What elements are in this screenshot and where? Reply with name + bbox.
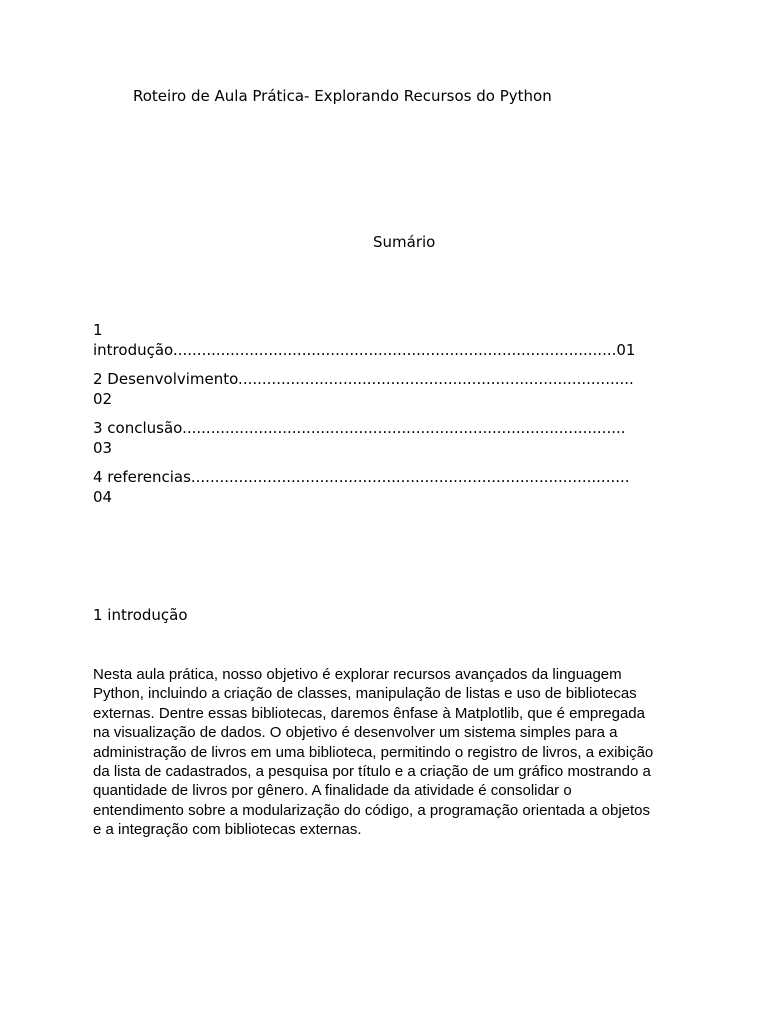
toc-entry-4-page: 04 bbox=[93, 488, 113, 506]
paragraph-line: externas. Dentre essas bibliotecas, daremos ênfase à Matplotlib, que é empregada bbox=[93, 704, 645, 722]
toc-entry-3-label: 3 conclusão............................................................................................. bbox=[93, 419, 626, 437]
paragraph-line: na visualização de dados. O objetivo é desenvolver um sistema simples para a bbox=[93, 724, 618, 742]
toc-entry-4-label: 4 referencias............................................................................................ bbox=[93, 468, 630, 486]
toc-entry-1-number: 1 bbox=[93, 321, 103, 339]
paragraph-line: da lista de cadastrados, a pesquisa por título e a criação de um gráfico mostrando a bbox=[93, 763, 651, 781]
section-heading-introducao: 1 introdução bbox=[93, 606, 188, 624]
paragraph-line: entendimento sobre a modularização do código, a programação orientada a objetos bbox=[93, 801, 651, 819]
toc-entry-2-page: 02 bbox=[93, 390, 113, 408]
toc-entry-3-page: 03 bbox=[93, 439, 113, 457]
toc-entry-1-label: introdução.............................................................................................01 bbox=[93, 341, 636, 359]
paragraph-line: quantidade de livros por gênero. A finalidade da atividade é consolidar o bbox=[93, 782, 572, 800]
paragraph-line: Nesta aula prática, nosso objetivo é explorar recursos avançados da linguagem bbox=[93, 666, 622, 683]
paragraph-line: e a integração com bibliotecas externas. bbox=[93, 821, 362, 839]
page-title: Roteiro de Aula Prática- Explorando Recursos do Python bbox=[133, 87, 552, 105]
toc-entry-2-label: 2 Desenvolvimento................................................................................... bbox=[93, 370, 634, 388]
summary-heading: Sumário bbox=[373, 233, 436, 251]
introduction-paragraph bbox=[93, 665, 683, 840]
paragraph-line: Python, incluindo a criação de classes, manipulação de listas e uso de bibliotecas bbox=[93, 685, 637, 703]
paragraph-line: administração de livros em uma biblioteca, permitindo o registro de livros, a exibição bbox=[93, 743, 654, 761]
